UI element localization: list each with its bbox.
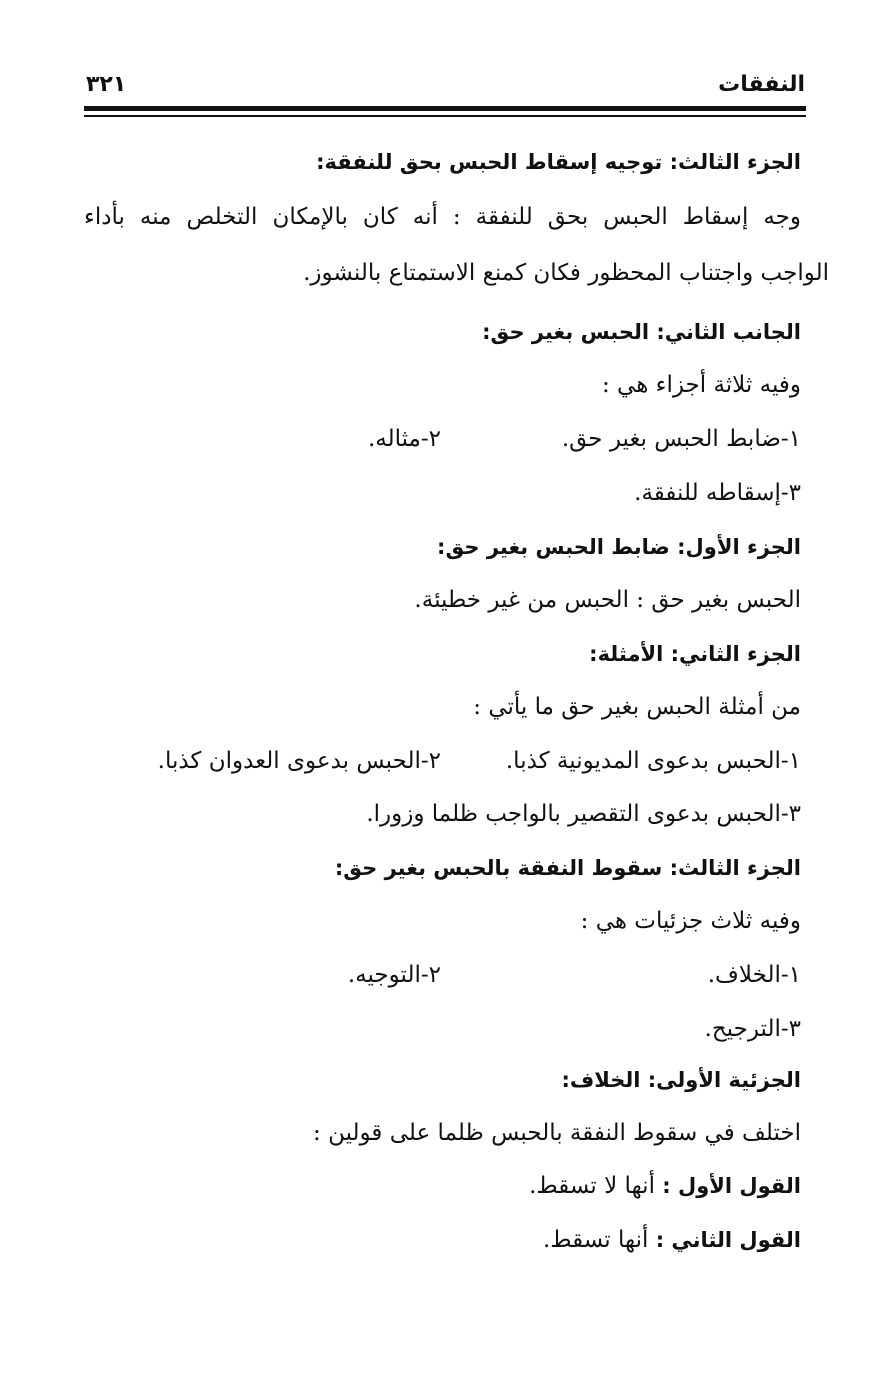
list-item: ١-الحبس بدعوى المديونية كذبا. [505,748,801,774]
paragraph-line: الحبس بغير حق : الحبس من غير خطيئة. [414,587,801,613]
page-number: ٣٢١ [86,72,127,97]
section-heading: الجزئية الأولى: الخلاف: [561,1068,801,1092]
list-item: ٣-الحبس بدعوى التقصير بالواجب ظلما وزورا. [366,801,801,827]
opinion-text: أنها لا تسقط. [529,1173,655,1199]
opinion-label: القول الأول : [662,1174,801,1198]
list-item: ٣-إسقاطه للنفقة. [634,480,801,506]
list-item: ١-الخلاف. [707,962,801,988]
section-heading: الجزء الثالث: سقوط النفقة بالحبس بغير حق: [334,856,801,880]
paragraph-line: اختلف في سقوط النفقة بالحبس ظلما على قولين : [313,1120,801,1146]
paragraph-line: من أمثلة الحبس بغير حق ما يأتي : [473,694,801,720]
section-heading: الجزء الثالث: توجيه إسقاط الحبس بحق للنفقة: [316,150,801,174]
list-item: ٣-الترجيح. [704,1016,801,1042]
list-item: ٢-التوجيه. [347,962,441,988]
list-item: ٢-الحبس بدعوى العدوان كذبا. [157,748,441,774]
running-title: النفقات [718,72,805,97]
header-rule-thin [84,115,806,117]
opinion-line [543,1224,801,1256]
header-rule-thick [84,106,806,111]
opinion-label: القول الثاني : [655,1228,801,1252]
opinion-text: أنها تسقط. [542,1227,649,1253]
section-heading: الجزء الثاني: الأمثلة: [589,642,801,666]
paragraph-line: الواجب واجتناب المحظور فكان كمنع الاستمتاع بالنشوز. [303,260,829,286]
section-heading: الجانب الثاني: الحبس بغير حق: [482,320,801,344]
section-heading: الجزء الأول: ضابط الحبس بغير حق: [437,535,801,559]
paragraph-line: وفيه ثلاثة أجزاء هي : [601,372,801,398]
opinion-line [529,1170,801,1202]
list-item: ١-ضابط الحبس بغير حق. [561,426,801,452]
paragraph-line: وجه إسقاط الحبس بحق للنفقة : أنه كان بالإمكان التخلص منه بأداء [84,204,801,230]
paragraph-line: وفيه ثلاث جزئيات هي : [580,908,801,934]
list-item: ٢-مثاله. [367,426,441,452]
